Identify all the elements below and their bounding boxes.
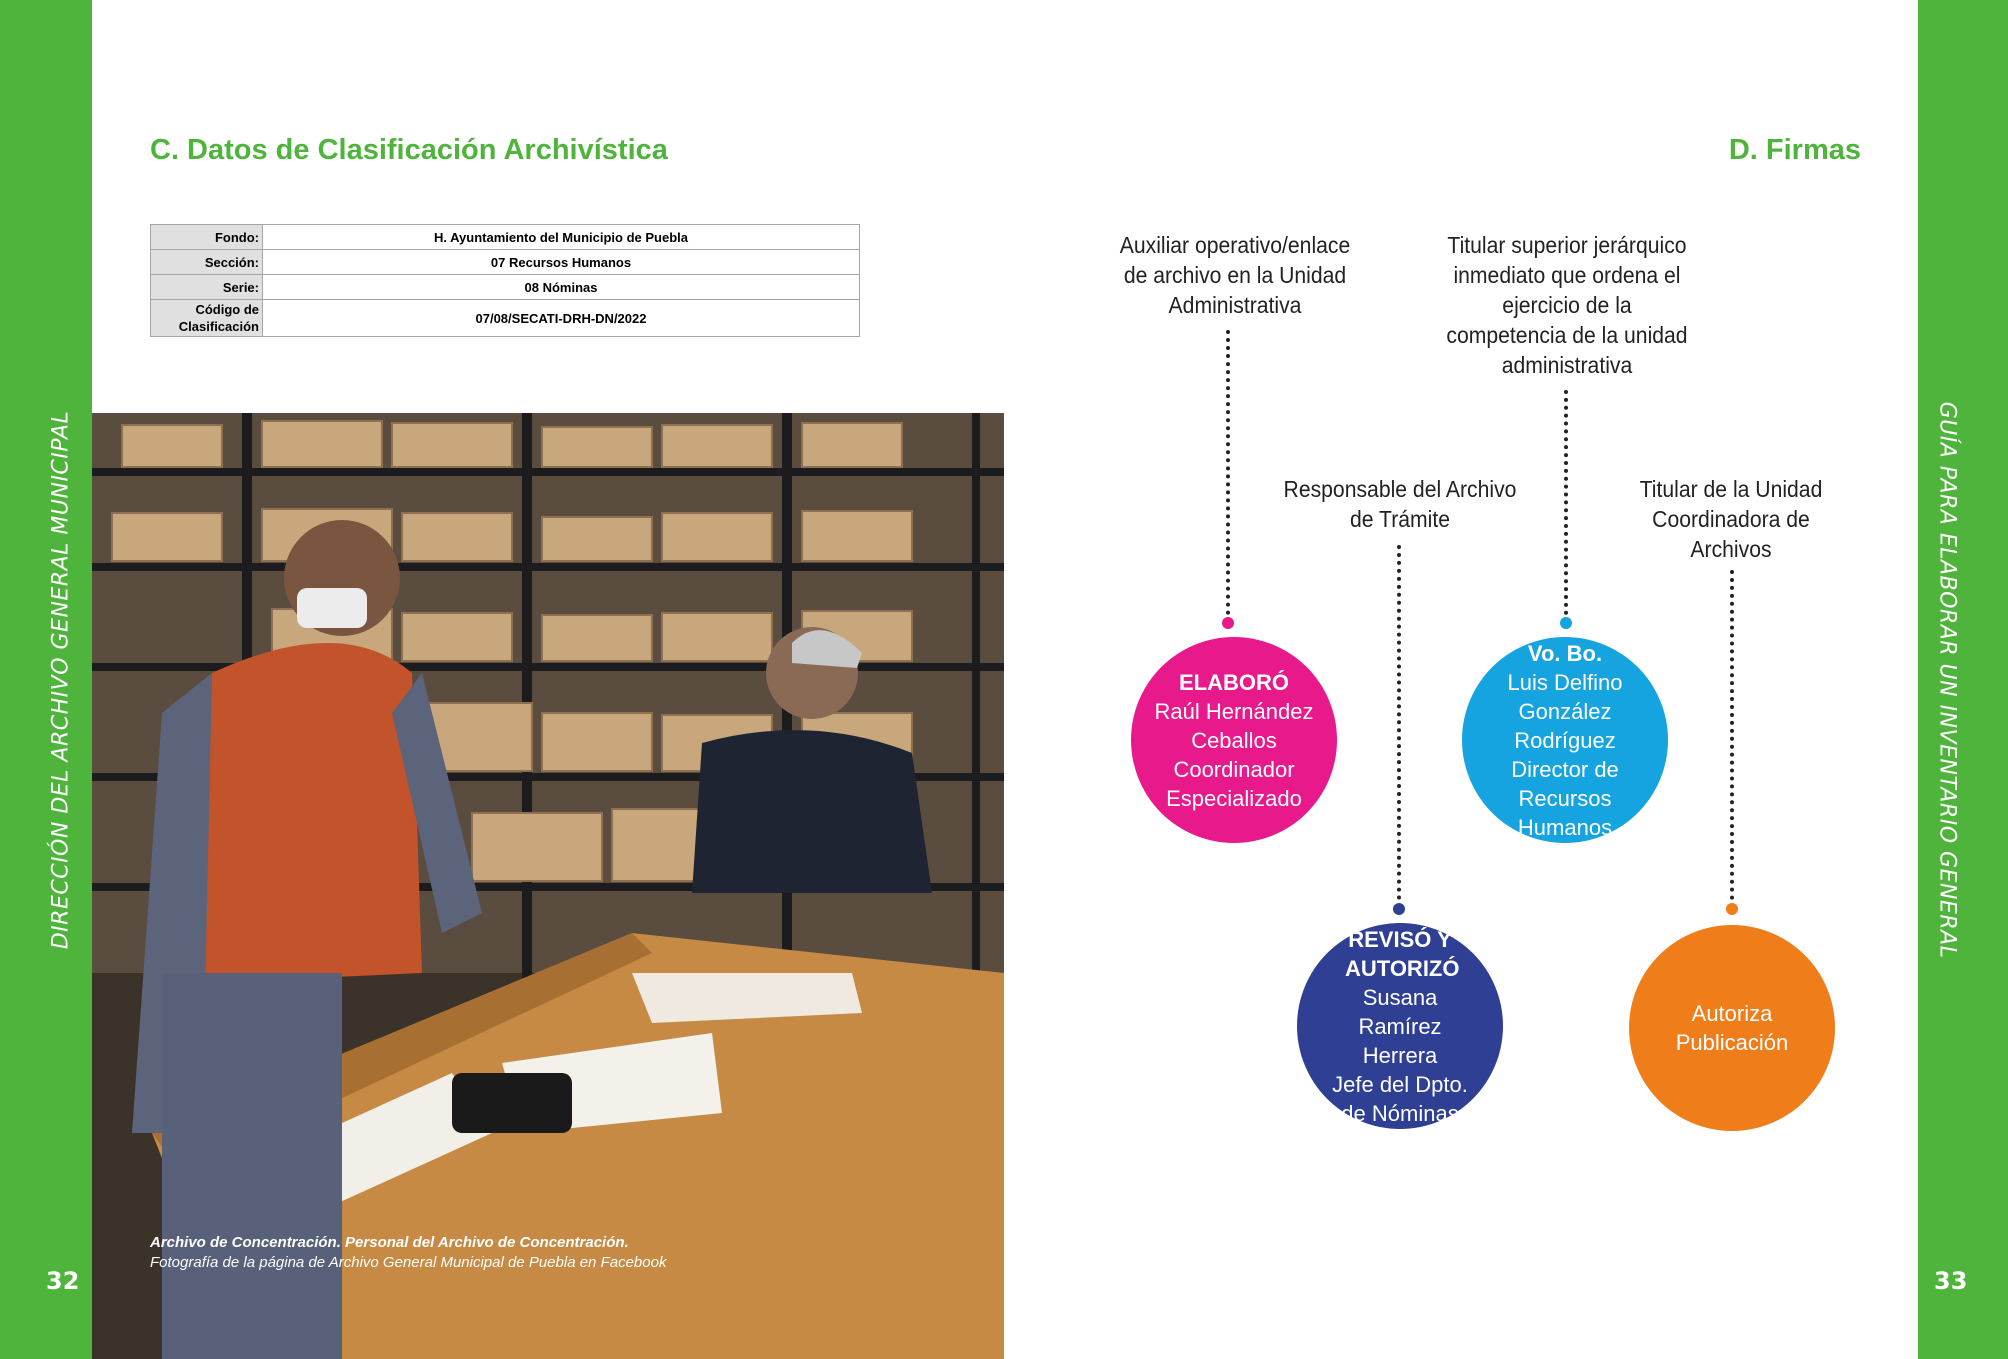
table-row — [151, 250, 860, 275]
connector-line — [1564, 390, 1568, 615]
role-label-publicacion: Titular de la Unidad Coordinadora de Archivos — [1639, 476, 1823, 562]
table-row — [151, 275, 860, 300]
role-label-vobo: Titular superior jerárquico inmediato que ordena el ejercicio de la competencia de la unidad administrativa — [1446, 232, 1688, 378]
connector-line — [1730, 570, 1734, 900]
row-value: 07 Recursos Humanos — [263, 250, 860, 275]
signature-name: Susana Ramírez Herrera — [1358, 984, 1442, 1068]
signature-name: Luis Delfino González Rodríguez — [1507, 669, 1623, 753]
archive-photo — [92, 413, 1004, 1359]
archive-photo-illustration — [92, 413, 1004, 1359]
connector-dot — [1222, 617, 1234, 629]
signature-heading: ELABORÓ — [1179, 669, 1289, 695]
signature-circle-publicacion — [1629, 925, 1835, 1131]
photo-caption-source: Fotografía de la página de Archivo General Municipal de Puebla en Facebook — [150, 1254, 667, 1271]
signature-circle-vobo — [1462, 637, 1668, 843]
left-side-band — [0, 0, 92, 1359]
section-title-signatures: D. Firmas — [1728, 134, 1861, 166]
signature-circle-elaboro — [1131, 637, 1337, 843]
row-value: H. Ayuntamiento del Municipio de Puebla — [263, 225, 860, 250]
signature-position: Coordinador Especializado — [1166, 756, 1302, 811]
row-label: Serie: — [151, 275, 263, 300]
connector-dot — [1393, 903, 1405, 915]
signature-name: Raúl Hernández Ceballos — [1154, 698, 1314, 753]
connector-line — [1226, 330, 1230, 615]
page-number-left: 32 — [46, 1267, 80, 1295]
connector-line — [1397, 545, 1401, 900]
classification-table — [150, 224, 860, 337]
signature-position: Director de Recursos Humanos — [1511, 756, 1619, 840]
row-value: 07/08/SECATI-DRH-DN/2022 — [263, 300, 860, 337]
row-label: Sección: — [151, 250, 263, 275]
connector-dot — [1560, 617, 1572, 629]
right-side-text: GUÍA PARA ELABORAR UN INVENTARIO GENERAL — [1934, 401, 1960, 959]
table-row — [151, 300, 860, 337]
signature-name: Autoriza Publicación — [1675, 1001, 1789, 1055]
role-label-reviso: Responsable del Archivo de Trámite — [1283, 476, 1517, 532]
left-side-text: DIRECCIÓN DEL ARCHIVO GENERAL MUNICIPAL — [48, 410, 74, 950]
signature-circle-reviso — [1297, 923, 1503, 1129]
connector-dot — [1726, 903, 1738, 915]
right-side-band — [1918, 0, 2008, 1359]
row-value: 08 Nóminas — [263, 275, 860, 300]
section-title-classification: C. Datos de Clasificación Archivística — [150, 134, 668, 166]
row-label: Fondo: — [151, 225, 263, 250]
row-label: Código de Clasificación — [151, 300, 263, 337]
signature-heading: Vo. Bo. — [1527, 640, 1603, 666]
table-row — [151, 225, 860, 250]
signature-position: Jefe del Dpto. de Nóminas — [1332, 1071, 1468, 1126]
photo-caption — [150, 1233, 666, 1273]
photo-caption-title: Archivo de Concentración. Personal del Archivo de Concentración. — [150, 1234, 629, 1251]
page-number-right: 33 — [1934, 1267, 1968, 1295]
role-label-elaboro: Auxiliar operativo/enlace de archivo en la Unidad Administrativa — [1119, 232, 1351, 318]
signature-heading: REVISÓ Y AUTORIZÓ — [1345, 926, 1460, 981]
